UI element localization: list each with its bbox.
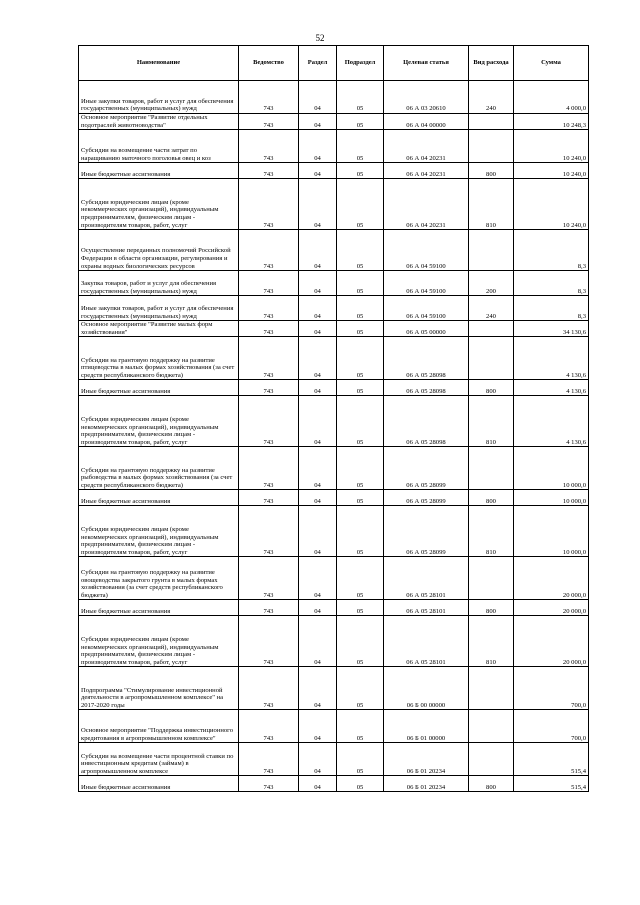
- table-row: [79, 271, 589, 296]
- row-target-article: 06 А 05 28098: [384, 380, 469, 396]
- row-subsection: 05: [337, 380, 384, 396]
- row-department: 743: [239, 600, 299, 616]
- table-row: [79, 557, 589, 600]
- row-name: Иные закупки товаров, работ и услуг для обеспечения государственных (муниципальных) нужд: [79, 81, 239, 114]
- row-section: 04: [299, 380, 337, 396]
- row-department: 743: [239, 743, 299, 776]
- row-target-article: 06 Б 01 00000: [384, 710, 469, 743]
- table-row: [79, 447, 589, 490]
- row-expense-type: [469, 710, 514, 743]
- row-name: Иные бюджетные ассигнования: [79, 490, 239, 506]
- row-sum: 10 240,0: [514, 163, 589, 179]
- row-target-article: 06 А 05 28101: [384, 557, 469, 600]
- table-row: [79, 114, 589, 130]
- row-target-article: 06 А 04 20231: [384, 163, 469, 179]
- row-expense-type: [469, 743, 514, 776]
- row-target-article: 06 А 05 00000: [384, 321, 469, 337]
- row-target-article: 06 А 05 28098: [384, 396, 469, 447]
- row-sum: 34 130,6: [514, 321, 589, 337]
- row-target-article: 06 А 05 28099: [384, 447, 469, 490]
- col-header-subsection: Подраздел: [337, 46, 384, 81]
- row-name: Субсидии на возмещение части процентной ставки по инвестиционным кредитам (займам) в агропромышленном комплексе: [79, 743, 239, 776]
- row-department: 743: [239, 776, 299, 792]
- row-department: 743: [239, 179, 299, 230]
- row-section: 04: [299, 710, 337, 743]
- table-row: [79, 380, 589, 396]
- row-name: Закупка товаров, работ и услуг для обеспечения государственных (муниципальных) нужд: [79, 271, 239, 296]
- row-name: Субсидии на грантовую поддержку на развитие рыбоводства в малых формах хозяйствования (за счет средств республиканского бюджета): [79, 447, 239, 490]
- row-expense-type: 810: [469, 396, 514, 447]
- row-sum: 10 240,0: [514, 130, 589, 163]
- row-section: 04: [299, 447, 337, 490]
- row-section: 04: [299, 667, 337, 710]
- table-header-row: [79, 46, 589, 81]
- row-target-article: 06 А 05 28099: [384, 506, 469, 557]
- table-row: [79, 396, 589, 447]
- row-expense-type: 240: [469, 296, 514, 321]
- row-department: 743: [239, 667, 299, 710]
- table-row: [79, 81, 589, 114]
- row-target-article: 06 А 05 28098: [384, 337, 469, 380]
- row-sum: 20 000,0: [514, 557, 589, 600]
- row-department: 743: [239, 321, 299, 337]
- row-section: 04: [299, 321, 337, 337]
- table-row: [79, 490, 589, 506]
- table-row: [79, 230, 589, 271]
- row-expense-type: [469, 130, 514, 163]
- row-department: 743: [239, 396, 299, 447]
- row-name: Субсидии на грантовую поддержку на развитие овощеводства закрытого грунта в малых формах хозяйствования (за счет средств республиканского бюджета): [79, 557, 239, 600]
- table-row: [79, 743, 589, 776]
- row-target-article: 06 А 04 59100: [384, 271, 469, 296]
- row-expense-type: 240: [469, 81, 514, 114]
- row-subsection: 05: [337, 743, 384, 776]
- budget-table: [78, 45, 589, 792]
- row-sum: 4 130,6: [514, 337, 589, 380]
- row-section: 04: [299, 616, 337, 667]
- row-section: 04: [299, 114, 337, 130]
- row-subsection: 05: [337, 616, 384, 667]
- row-expense-type: [469, 447, 514, 490]
- row-sum: 10 000,0: [514, 490, 589, 506]
- row-target-article: 06 Б 01 20234: [384, 743, 469, 776]
- row-sum: 4 130,6: [514, 380, 589, 396]
- row-sum: 515,4: [514, 743, 589, 776]
- row-name: Субсидии юридическим лицам (кроме некоммерческих организаций), индивидуальным предпринимателям, физическим лицам - производителям товаров, работ, услуг: [79, 506, 239, 557]
- col-header-expense-type: Вид расхода: [469, 46, 514, 81]
- row-department: 743: [239, 447, 299, 490]
- row-subsection: 05: [337, 130, 384, 163]
- row-subsection: 05: [337, 506, 384, 557]
- row-sum: 4 130,6: [514, 396, 589, 447]
- row-subsection: 05: [337, 337, 384, 380]
- row-subsection: 05: [337, 710, 384, 743]
- table-row: [79, 296, 589, 321]
- row-name: Субсидии на возмещение части затрат по наращиванию маточного поголовья овец и коз: [79, 130, 239, 163]
- row-name: Основное мероприятие "Поддержка инвестиционного кредитования в агропромышленном комплексе": [79, 710, 239, 743]
- row-sum: 20 000,0: [514, 616, 589, 667]
- row-subsection: 05: [337, 321, 384, 337]
- row-department: 743: [239, 230, 299, 271]
- row-department: 743: [239, 380, 299, 396]
- row-sum: 515,4: [514, 776, 589, 792]
- row-subsection: 05: [337, 396, 384, 447]
- col-header-target-article: Целевая статья: [384, 46, 469, 81]
- row-target-article: 06 А 04 00000: [384, 114, 469, 130]
- row-section: 04: [299, 506, 337, 557]
- row-name: Осуществление переданных полномочий Российской Федерации в области организации, регулирования и охраны водных биологических ресурсов: [79, 230, 239, 271]
- row-department: 743: [239, 271, 299, 296]
- row-expense-type: 800: [469, 600, 514, 616]
- row-section: 04: [299, 743, 337, 776]
- table-row: [79, 130, 589, 163]
- row-section: 04: [299, 557, 337, 600]
- row-section: 04: [299, 337, 337, 380]
- row-target-article: 06 А 05 28101: [384, 616, 469, 667]
- row-sum: 10 000,0: [514, 506, 589, 557]
- row-sum: 700,0: [514, 667, 589, 710]
- row-name: Иные бюджетные ассигнования: [79, 776, 239, 792]
- row-sum: 10 248,3: [514, 114, 589, 130]
- row-subsection: 05: [337, 296, 384, 321]
- row-section: 04: [299, 600, 337, 616]
- row-section: 04: [299, 396, 337, 447]
- row-expense-type: [469, 230, 514, 271]
- col-header-department: Ведомство: [239, 46, 299, 81]
- row-expense-type: [469, 337, 514, 380]
- row-expense-type: [469, 114, 514, 130]
- row-expense-type: 810: [469, 179, 514, 230]
- row-expense-type: 810: [469, 506, 514, 557]
- row-expense-type: [469, 557, 514, 600]
- row-expense-type: 800: [469, 490, 514, 506]
- row-target-article: 06 А 04 59100: [384, 230, 469, 271]
- row-department: 743: [239, 710, 299, 743]
- row-section: 04: [299, 163, 337, 179]
- row-target-article: 06 А 04 20231: [384, 179, 469, 230]
- row-sum: 10 000,0: [514, 447, 589, 490]
- table-row: [79, 179, 589, 230]
- row-expense-type: [469, 667, 514, 710]
- row-department: 743: [239, 163, 299, 179]
- col-header-name: Наименование: [79, 46, 239, 81]
- row-subsection: 05: [337, 557, 384, 600]
- row-target-article: 06 А 05 28101: [384, 600, 469, 616]
- row-name: Иные бюджетные ассигнования: [79, 163, 239, 179]
- row-subsection: 05: [337, 230, 384, 271]
- row-expense-type: [469, 321, 514, 337]
- row-section: 04: [299, 776, 337, 792]
- row-name: Подпрограмма "Стимулирование инвестиционной деятельности в агропромышленном комплексе" на 2017-2020 годы: [79, 667, 239, 710]
- row-name: Субсидии юридическим лицам (кроме некоммерческих организаций), индивидуальным предпринимателям, физическим лицам - производителям товаров, работ, услуг: [79, 616, 239, 667]
- row-subsection: 05: [337, 81, 384, 114]
- row-department: 743: [239, 506, 299, 557]
- row-section: 04: [299, 130, 337, 163]
- table-row: [79, 506, 589, 557]
- row-subsection: 05: [337, 447, 384, 490]
- row-expense-type: 800: [469, 776, 514, 792]
- row-sum: 10 240,0: [514, 179, 589, 230]
- row-expense-type: 200: [469, 271, 514, 296]
- row-sum: 8,3: [514, 230, 589, 271]
- table-row: [79, 616, 589, 667]
- row-department: 743: [239, 130, 299, 163]
- col-header-section: Раздел: [299, 46, 337, 81]
- row-target-article: 06 А 04 59100: [384, 296, 469, 321]
- row-target-article: 06 А 04 20231: [384, 130, 469, 163]
- row-department: 743: [239, 490, 299, 506]
- row-department: 743: [239, 296, 299, 321]
- row-expense-type: 810: [469, 616, 514, 667]
- row-section: 04: [299, 490, 337, 506]
- table-row: [79, 163, 589, 179]
- row-name: Иные бюджетные ассигнования: [79, 380, 239, 396]
- row-expense-type: 800: [469, 380, 514, 396]
- row-name: Субсидии на грантовую поддержку на развитие птицеводства в малых формах хозяйствования (за счет средств республиканского бюджета): [79, 337, 239, 380]
- table-row: [79, 710, 589, 743]
- row-sum: 8,3: [514, 271, 589, 296]
- row-department: 743: [239, 557, 299, 600]
- table-row: [79, 321, 589, 337]
- row-target-article: 06 Б 01 20234: [384, 776, 469, 792]
- row-subsection: 05: [337, 776, 384, 792]
- row-name: Иные бюджетные ассигнования: [79, 600, 239, 616]
- row-target-article: 06 А 03 20610: [384, 81, 469, 114]
- table-row: [79, 667, 589, 710]
- row-subsection: 05: [337, 179, 384, 230]
- row-section: 04: [299, 271, 337, 296]
- row-section: 04: [299, 230, 337, 271]
- row-sum: 8,3: [514, 296, 589, 321]
- row-target-article: 06 Б 00 00000: [384, 667, 469, 710]
- row-name: Основное мероприятие "Развитие малых форм хозяйствования": [79, 321, 239, 337]
- page-number: 52: [315, 33, 325, 43]
- row-subsection: 05: [337, 163, 384, 179]
- row-name: Основное мероприятие "Развитие отдельных подотраслей животноводства": [79, 114, 239, 130]
- row-subsection: 05: [337, 114, 384, 130]
- table-row: [79, 776, 589, 792]
- row-sum: 4 000,0: [514, 81, 589, 114]
- row-subsection: 05: [337, 271, 384, 296]
- col-header-sum: Сумма: [514, 46, 589, 81]
- row-expense-type: 800: [469, 163, 514, 179]
- row-department: 743: [239, 616, 299, 667]
- row-sum: 20 000,0: [514, 600, 589, 616]
- row-target-article: 06 А 05 28099: [384, 490, 469, 506]
- table-row: [79, 337, 589, 380]
- row-department: 743: [239, 337, 299, 380]
- table-row: [79, 600, 589, 616]
- row-department: 743: [239, 114, 299, 130]
- row-sum: 700,0: [514, 710, 589, 743]
- row-department: 743: [239, 81, 299, 114]
- row-name: Субсидии юридическим лицам (кроме некоммерческих организаций), индивидуальным предпринимателям, физическим лицам - производителям товаров, работ, услуг: [79, 179, 239, 230]
- row-name: Иные закупки товаров, работ и услуг для обеспечения государственных (муниципальных) нужд: [79, 296, 239, 321]
- row-section: 04: [299, 81, 337, 114]
- row-section: 04: [299, 179, 337, 230]
- row-subsection: 05: [337, 600, 384, 616]
- row-subsection: 05: [337, 490, 384, 506]
- row-subsection: 05: [337, 667, 384, 710]
- row-name: Субсидии юридическим лицам (кроме некоммерческих организаций), индивидуальным предпринимателям, физическим лицам - производителям товаров, работ, услуг: [79, 396, 239, 447]
- row-section: 04: [299, 296, 337, 321]
